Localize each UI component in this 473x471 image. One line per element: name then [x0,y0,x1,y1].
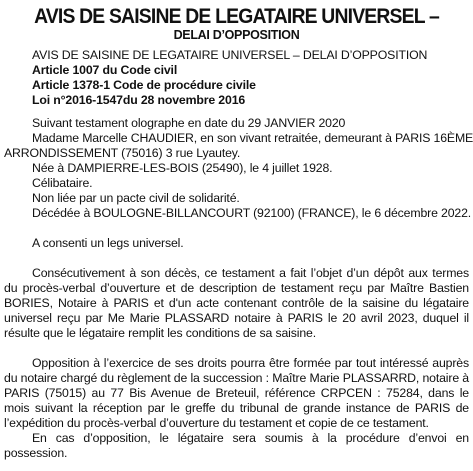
header-line-loi: Loi n°2016-1547du 28 novembre 2016 [32,93,246,107]
testator-status-line: Célibataire. [32,176,93,190]
testament-date-line: Suivant testament olographe en date du 29 JANVIER 2020 [32,116,346,130]
testator-address-line: ARRONDISSEMENT (75016) 3 rue Lyautey. [4,146,241,160]
opposition-paragraph: Opposition à l’exercice de ses droits pourra être formée par tout intéressé auprès du notaire chargé du règlement de la succession : Maître Marie PLASSARRD, notaire à PARIS (75015) au 77 Bis Avenue de Breteuil, référence CRPCEN : 75284, dans le mois suivant la réception par le greffe du tribunal de grande instance de PARIS de l’expédition du procès-verbal d’ouverture du testament et copie de ce testament. [4,356,469,430]
header-line-title: AVIS DE SAISINE DE LEGATAIRE UNIVERSEL – DELAI D’OPPOSITION [32,48,428,62]
envoi-paragraph: En cas d’opposition, le légataire sera soumis à la procédure d’envoi en possession. [4,431,469,460]
notice-body [4,48,473,461]
notice-title: AVIS DE SAISINE DE LEGATAIRE UNIVERSEL – [34,4,439,28]
testator-death-line: Décédée à BOULOGNE-BILLANCOURT (92100) (FRANCE), le 6 décembre 2022. [32,206,472,220]
header-line-article-1007: Article 1007 du Code civil [32,63,178,77]
testator-name-line: Madame Marcelle CHAUDIER, en son vivant retraitée, demeurant à PARIS 16ÈME [32,131,473,145]
header-line-article-1378: Article 1378-1 Code de procédure civile [32,78,256,92]
depot-paragraph: Consécutivement à son décès, ce testament a fait l’objet d’un dépôt aux termes du procès-verbal d’ouverture et de description de testament reçu par Maître Bastien BORIES, Notaire à PARIS et d'un acte contenant contrôle de la saisine du légataire universel reçu par Me Marie PLASSARD notaire à PARIS le 20 avril 2023, duquel il résulte que le légataire remplit les conditions de sa saisine. [4,266,469,340]
testator-pacs-line: Non liée par un pacte civil de solidarité. [32,191,240,205]
legs-line: A consenti un legs universel. [32,236,184,250]
testator-birth-line: Née à DAMPIERRE-LES-BOIS (25490), le 4 juillet 1928. [32,161,333,175]
notice-subtitle: DELAI D’OPPOSITION [173,28,300,42]
